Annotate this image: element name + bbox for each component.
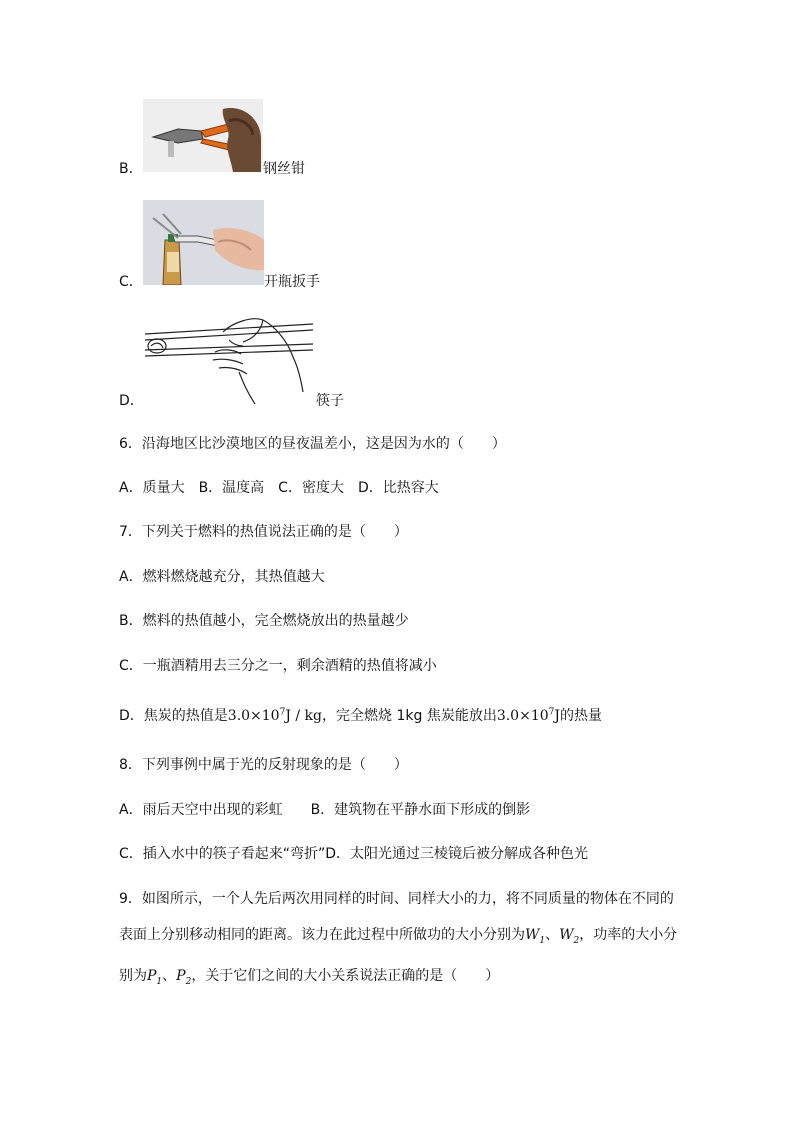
pliers-icon [143,99,263,172]
q7-d-prefix: D．焦炭的热值是 [119,708,228,724]
q7-d-value2: $3.0\times 10^7J$ [496,707,560,724]
option-c-caption: 开瓶扳手 [264,274,320,290]
q8-options-line1: A．雨后天空中出现的彩虹 B．建筑物在平静水面下形成的倒影 [119,802,531,818]
q9-line2: 表面上分别移动相同的距离。该力在此过程中所做功的大小分别为$W_1$、$W_2$，功率的大小分 [119,927,678,946]
q8-stem: 8．下列事例中属于光的反射现象的是（ ） [119,757,408,773]
bottle-opener-icon [143,200,264,285]
q7-option-a: A．燃料燃烧越充分，其热值越大 [119,569,325,585]
q9-line3: 别为$P_1$、$P_2$，关于它们之间的大小关系说法正确的是（ ） [119,968,500,987]
power-p2: $P_2$ [176,968,192,987]
q7-d-suffix: 的热量 [560,708,602,724]
option-b-letter: B． [119,161,143,177]
q7-d-mid: ，完全燃烧 1kg 焦炭能放出 [322,708,497,724]
q7-option-d [119,709,602,723]
q7-option-c: C．一瓶酒精用去三分之一，剩余酒精的热值将减小 [119,658,437,674]
pliers-photo [143,99,263,172]
q6-stem: 6．沿海地区比沙漠地区的昼夜温差小，这是因为水的（ ） [119,436,506,452]
q6-options: A．质量大 B．温度高 C．密度大 D．比热容大 [119,480,439,496]
chopsticks-drawing [143,312,315,404]
q7-option-b: B．燃料的热值越小，完全燃烧放出的热量越少 [119,613,409,629]
q7-d-value1: $3.0\times 10^7J$ / kg [227,707,323,724]
option-d-caption: 筷子 [316,393,344,409]
q9-line1: 9．如图所示，一个人先后两次用同样的时间、同样大小的力，将不同质量的物体在不同的 [119,891,674,907]
option-c-letter: C． [119,274,143,290]
q8-options-line2: C．插入水中的筷子看起来“弯折”D．太阳光通过三棱镜后被分解成各种色光 [119,846,589,862]
q7-stem: 7．下列关于燃料的热值说法正确的是（ ） [119,524,408,540]
work-w2: $W_2$ [559,927,580,946]
bottle-opener-photo [143,200,264,285]
option-b-caption: 钢丝钳 [263,161,305,177]
power-p1: $P_1$ [147,968,163,987]
work-w1: $W_1$ [525,927,546,946]
chopsticks-icon [143,312,315,404]
option-d-letter: D． [119,393,144,409]
